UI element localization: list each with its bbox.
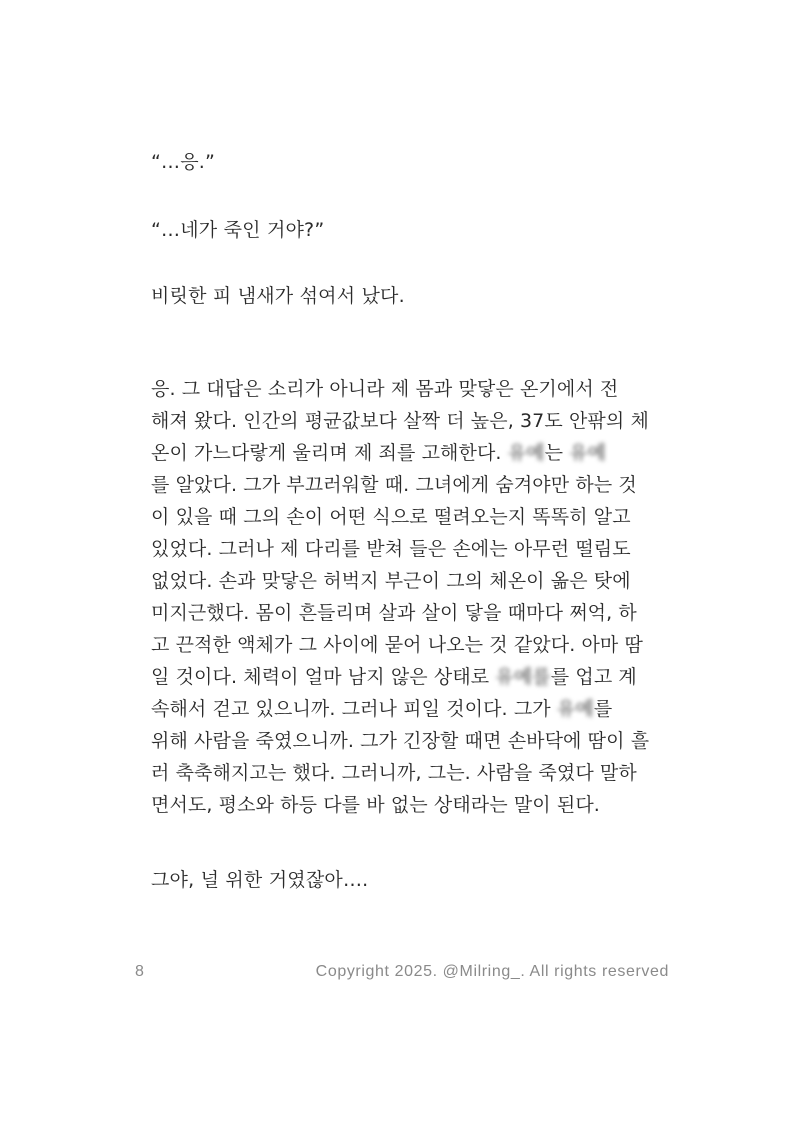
paragraph-line <box>151 661 669 693</box>
dialogue-line-2: “…네가 죽인 거야?” <box>151 219 325 241</box>
redacted-name: 유예 <box>556 698 594 720</box>
paragraph-text: 를 업고 계 <box>550 666 637 688</box>
paragraph-line <box>151 437 669 469</box>
paragraph-line: 고 끈적한 액체가 그 사이에 묻어 나오는 것 같았다. 아마 땀 <box>151 634 643 656</box>
redacted-name: 유예 <box>569 442 607 464</box>
narration-line: 비릿한 피 냄새가 섞여서 났다. <box>151 285 405 307</box>
redacted-name: 유예 <box>507 442 545 464</box>
copyright-notice: Copyright 2025. @Milring_. All rights reserved <box>315 963 669 980</box>
paragraph-text: 를 <box>593 698 613 720</box>
page-number: 8 <box>135 963 145 980</box>
paragraph-line: 를 알았다. 그가 부끄러워할 때. 그녀에게 숨겨야만 하는 것 <box>151 474 637 496</box>
body-paragraph <box>151 373 669 821</box>
paragraph-text: 온이 가느다랗게 울리며 제 죄를 고해한다. <box>151 442 508 464</box>
paragraph-line: 미지근했다. 몸이 흔들리며 살과 살이 닿을 때마다 쩌억, 하 <box>151 602 637 624</box>
paragraph-line: 면서도, 평소와 하등 다를 바 없는 상태라는 말이 된다. <box>151 794 600 816</box>
paragraph-line: 있었다. 그러나 제 다리를 받쳐 들은 손에는 아무런 떨림도 <box>151 538 631 560</box>
dialogue-line-1: “…응.” <box>151 151 216 173</box>
paragraph-line: 해져 왔다. 인간의 평균값보다 살짝 더 높은, 37도 안팎의 체 <box>151 410 649 432</box>
paragraph-text: 는 <box>544 442 570 464</box>
paragraph-line <box>151 693 669 725</box>
paragraph-line: 위해 사람을 죽였으니까. 그가 긴장할 때면 손바닥에 땀이 흘 <box>151 730 650 752</box>
paragraph-line: 없었다. 손과 맞닿은 허벅지 부근이 그의 체온이 옮은 탓에 <box>151 570 631 592</box>
paragraph-line: 이 있을 때 그의 손이 어떤 식으로 떨려오는지 똑똑히 알고 <box>151 506 631 528</box>
closing-line: 그야, 널 위한 거였잖아…. <box>151 869 369 891</box>
paragraph-text: 일 것이다. 체력이 얼마 남지 않은 상태로 <box>151 666 496 688</box>
paragraph-text: 속해서 걷고 있으니까. 그러나 피일 것이다. 그가 <box>151 698 557 720</box>
paragraph-line: 응. 그 대답은 소리가 아니라 제 몸과 맞닿은 온기에서 전 <box>151 378 619 400</box>
paragraph-line: 러 축축해지고는 했다. 그러니까, 그는. 사람을 죽였다 말하 <box>151 762 637 784</box>
redacted-name: 유예를 <box>495 666 551 688</box>
